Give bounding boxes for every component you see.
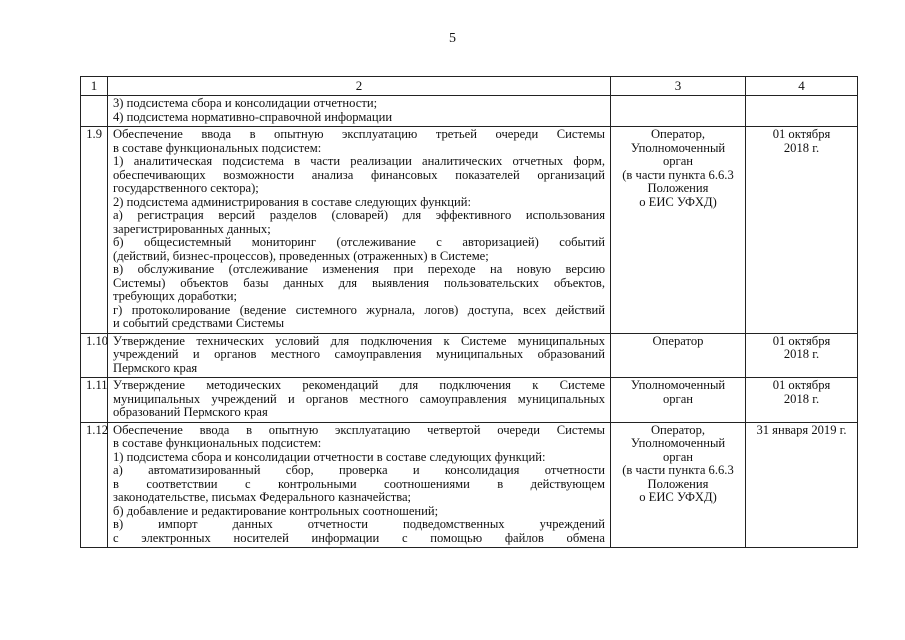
description-line: 4) подсистема нормативно-справочной информации — [113, 109, 393, 124]
deadline — [746, 378, 858, 423]
table-row — [81, 333, 858, 378]
item-number: 1.12 — [81, 422, 108, 548]
description-line: обеспечивающих возможности анализа финансовых показателей организаций — [113, 167, 605, 182]
plan-table — [80, 76, 858, 548]
deadline — [746, 127, 858, 334]
executor-line: (в части пункта 6.6.3 — [622, 167, 734, 182]
executor — [611, 333, 746, 378]
description-line: Утверждение технических условий для подключения к Системе муниципальных — [113, 333, 605, 348]
header-col-3: 3 — [611, 77, 746, 96]
description-line: в составе функциональных подсистем: — [113, 140, 322, 155]
task-description — [108, 127, 611, 334]
description-line: и событий средствами Системы — [113, 316, 285, 330]
description-line: г) протоколирование (ведение системного журнала, логов) доступа, всех действий — [113, 302, 605, 317]
executor-line: о ЕИС УФХД) — [639, 194, 717, 209]
table-row — [81, 378, 858, 423]
table-row — [81, 96, 858, 127]
item-number: 1.9 — [81, 127, 108, 334]
executor-line: орган — [662, 449, 694, 464]
description-line: с электронных носителей информации с помощью файлов обмена — [113, 530, 605, 545]
task-description — [108, 378, 611, 423]
deadline-line: 2018 г. — [783, 391, 820, 406]
description-line: 2) подсистема администрирования в составе следующих функций: — [113, 194, 471, 209]
header-col-1: 1 — [81, 77, 108, 96]
description-line: требующих доработки; — [113, 289, 238, 303]
executor-line: Положения — [647, 476, 709, 491]
executor-line: (в части пункта 6.6.3 — [622, 463, 734, 477]
table-row — [81, 127, 858, 334]
deadline-line: 2018 г. — [783, 140, 820, 155]
executor-line: Уполномоченный — [630, 378, 726, 392]
header-col-2: 2 — [108, 77, 611, 96]
task-description — [108, 333, 611, 378]
deadline — [746, 333, 858, 378]
item-number — [81, 96, 108, 127]
description-line: б) общесистемный мониторинг (отслеживание с авторизацией) событий — [113, 235, 605, 249]
description-line: 3) подсистема сбора и консолидации отчетности; — [113, 96, 378, 110]
deadline — [746, 422, 858, 548]
executor-line: Положения — [647, 181, 709, 195]
deadline — [746, 96, 858, 127]
executor-line: Уполномоченный — [630, 140, 726, 155]
description-line: законодательстве, письмах Федерального казначейства; — [113, 490, 412, 504]
description-line: 1) подсистема сбора и консолидации отчетности в составе следующих функций: — [113, 449, 546, 464]
executor-line: о ЕИС УФХД) — [639, 490, 717, 504]
deadline-line: 31 января 2019 г. — [756, 422, 847, 437]
item-number: 1.11 — [81, 378, 108, 423]
table-header-row — [81, 77, 858, 96]
description-line: Обеспечение ввода в опытную эксплуатацию третьей очереди Системы — [113, 127, 605, 141]
executor-line: Уполномоченный — [630, 436, 726, 450]
description-line: учреждений и органов местного самоуправления муниципальных образований — [113, 347, 605, 361]
description-line: Утверждение методических рекомендаций для подключения к Системе — [113, 378, 605, 392]
description-line: 1) аналитическая подсистема в части реализации аналитических отчетных форм, — [113, 154, 605, 168]
description-line: образований Пермского края — [113, 405, 268, 419]
deadline-line: 01 октября — [772, 378, 831, 392]
item-number: 1.10 — [81, 333, 108, 378]
description-line: в) импорт данных отчетности подведомственных учреждений — [113, 517, 605, 531]
page-number: 5 — [449, 31, 456, 46]
description-line: в) обслуживание (отслеживание изменения при переходе на новую версию — [113, 262, 605, 276]
description-line: Пермского края — [113, 360, 198, 375]
executor-line: орган — [662, 391, 694, 406]
description-line: зарегистрированных данных; — [113, 221, 271, 236]
deadline-line: 2018 г. — [783, 347, 820, 361]
deadline-line: 01 октября — [772, 127, 831, 141]
description-line: муниципальных учреждений и органов местного самоуправления муниципальных — [113, 391, 605, 406]
executor-line: Оператор, — [650, 127, 706, 141]
task-description — [108, 422, 611, 548]
executor-line: Оператор — [652, 333, 704, 348]
description-line: государственного сектора); — [113, 181, 259, 195]
description-line: в составе функциональных подсистем: — [113, 436, 322, 450]
executor — [611, 422, 746, 548]
executor — [611, 378, 746, 423]
executor-line: Оператор, — [650, 422, 706, 437]
description-line: в соответствии с контрольными соотношениями в действующем — [113, 476, 605, 491]
description-line: а) автоматизированный сбор, проверка и консолидация отчетности — [113, 463, 605, 477]
table-row — [81, 422, 858, 548]
task-description — [108, 96, 611, 127]
deadline-line: 01 октября — [772, 333, 831, 348]
description-line: б) добавление и редактирование контрольных соотношений; — [113, 503, 439, 518]
executor — [611, 96, 746, 127]
executor — [611, 127, 746, 334]
description-line: а) регистрация версий разделов (словарей) для эффективного использования — [113, 208, 605, 222]
header-col-4: 4 — [746, 77, 858, 96]
description-line: Обеспечение ввода в опытную эксплуатацию четвертой очереди Системы — [113, 422, 605, 437]
description-line: Системы) объектов базы данных для выявления пользовательских объектов, — [113, 275, 605, 290]
executor-line: орган — [662, 154, 694, 168]
description-line: (действий, бизнес-процессов), проведенных (отраженных) в Системе; — [113, 248, 489, 263]
